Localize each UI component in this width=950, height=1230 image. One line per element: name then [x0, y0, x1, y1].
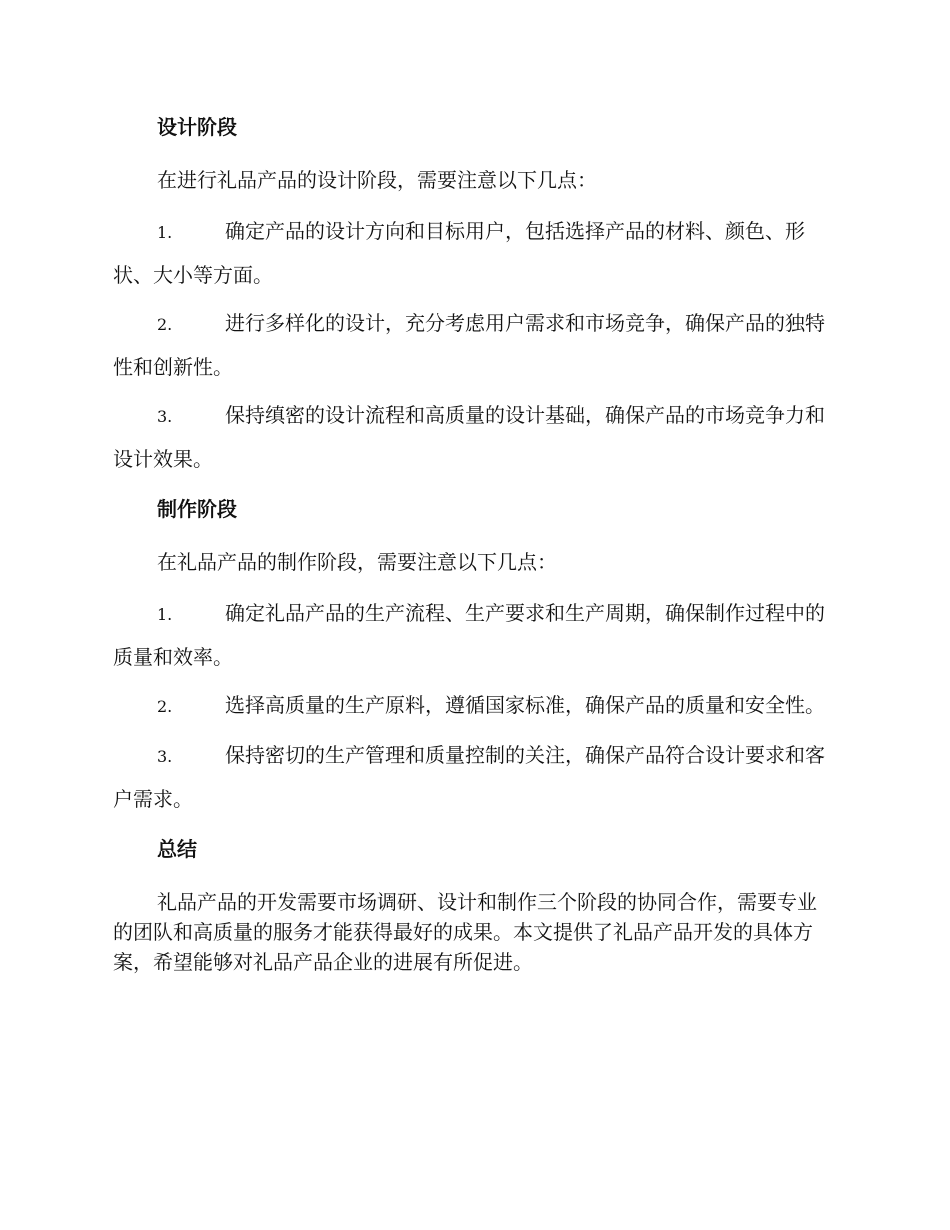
list-item: [113, 394, 833, 480]
list-item: [113, 302, 833, 388]
list-item-text: 保持密切的生产管理和质量控制的关注，确保产品符合设计要求和客户需求。: [113, 743, 825, 811]
summary-body: 礼品产品的开发需要市场调研、设计和制作三个阶段的协同合作，需要专业的团队和高质量的服务才能获得最好的成果。本文提供了礼品产品开发的具体方案，希望能够对礼品产品企业的进展有所促进。: [113, 890, 817, 974]
list-item-number: 2.: [157, 697, 173, 716]
list-item-text: 进行多样化的设计，充分考虑用户需求和市场竞争，确保产品的独特性和创新性。: [113, 311, 825, 379]
list-item-text: 保持缜密的设计流程和高质量的设计基础，确保产品的市场竞争力和设计效果。: [113, 403, 825, 471]
list-item-number: 3.: [157, 407, 173, 426]
section-intro-design: 在进行礼品产品的设计阶段，需要注意以下几点：: [157, 168, 597, 192]
list-item: [113, 684, 833, 728]
list-item: [113, 592, 833, 678]
section-heading-summary: 总结: [157, 837, 197, 861]
list-item-number: 1.: [157, 223, 173, 242]
section-intro-production: 在礼品产品的制作阶段，需要注意以下几点：: [157, 550, 557, 574]
list-item: [113, 210, 833, 296]
list-item-text: 确定礼品产品的生产流程、生产要求和生产周期，确保制作过程中的质量和效率。: [113, 601, 825, 669]
document-content: [113, 112, 833, 1000]
list-item: [113, 734, 833, 820]
list-item-text: 选择高质量的生产原料，遵循国家标准，确保产品的质量和安全性。: [225, 693, 825, 717]
section-heading-production: 制作阶段: [157, 497, 237, 521]
list-item-text: 确定产品的设计方向和目标用户，包括选择产品的材料、颜色、形状、大小等方面。: [113, 219, 805, 287]
list-item-number: 1.: [157, 605, 173, 624]
list-item-number: 3.: [157, 747, 173, 766]
list-item-number: 2.: [157, 315, 173, 334]
section-heading-design: 设计阶段: [157, 115, 237, 139]
